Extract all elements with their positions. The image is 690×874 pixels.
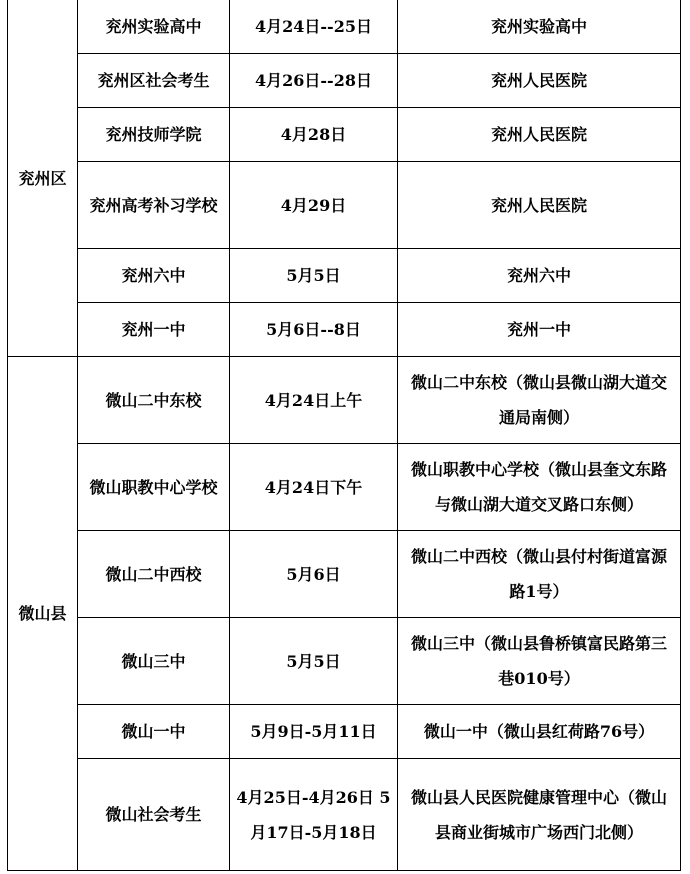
location-cell: 微山县人民医院健康管理中心（微山县商业街城市广场西门北侧） <box>398 759 681 871</box>
school-cell: 兖州一中 <box>78 303 230 357</box>
table-row <box>8 705 681 759</box>
table-row <box>8 618 681 705</box>
table-row <box>8 249 681 303</box>
school-cell: 微山社会考生 <box>78 759 230 871</box>
school-cell: 微山二中西校 <box>78 531 230 618</box>
table-row <box>8 444 681 531</box>
location-cell: 兖州人民医院 <box>398 162 681 249</box>
date-cell: 4月28日 <box>230 108 398 162</box>
date-cell: 5月9日-5月11日 <box>230 705 398 759</box>
location-cell: 微山三中（微山县鲁桥镇富民路第三巷010号） <box>398 618 681 705</box>
school-cell: 兖州实验高中 <box>78 0 230 54</box>
school-cell: 微山一中 <box>78 705 230 759</box>
date-cell: 4月26日--28日 <box>230 54 398 108</box>
table-row <box>8 0 681 54</box>
location-cell: 微山二中东校（微山县微山湖大道交通局南侧） <box>398 357 681 444</box>
location-cell: 微山二中西校（微山县付村街道富源路1号） <box>398 531 681 618</box>
date-cell: 4月25日-4月26日 5月17日-5月18日 <box>230 759 398 871</box>
table-row <box>8 303 681 357</box>
location-cell: 微山职教中心学校（微山县奎文东路与微山湖大道交叉路口东侧） <box>398 444 681 531</box>
region-cell: 微山县 <box>8 357 78 871</box>
table-row <box>8 54 681 108</box>
location-cell: 兖州人民医院 <box>398 54 681 108</box>
region-cell: 兖州区 <box>8 0 78 357</box>
school-cell: 兖州技师学院 <box>78 108 230 162</box>
date-cell: 5月6日 <box>230 531 398 618</box>
table-row <box>8 162 681 249</box>
location-cell: 兖州一中 <box>398 303 681 357</box>
table-row <box>8 357 681 444</box>
school-cell: 兖州高考补习学校 <box>78 162 230 249</box>
table-row <box>8 759 681 871</box>
date-cell: 4月24日--25日 <box>230 0 398 54</box>
school-cell: 兖州区社会考生 <box>78 54 230 108</box>
location-cell: 兖州人民医院 <box>398 108 681 162</box>
exam-schedule-table <box>7 0 681 871</box>
date-cell: 4月24日下午 <box>230 444 398 531</box>
school-cell: 微山三中 <box>78 618 230 705</box>
date-cell: 4月24日上午 <box>230 357 398 444</box>
location-cell: 兖州实验高中 <box>398 0 681 54</box>
date-cell: 4月29日 <box>230 162 398 249</box>
table-row <box>8 531 681 618</box>
date-cell: 5月5日 <box>230 249 398 303</box>
school-cell: 微山二中东校 <box>78 357 230 444</box>
location-cell: 兖州六中 <box>398 249 681 303</box>
location-cell: 微山一中（微山县红荷路76号） <box>398 705 681 759</box>
school-cell: 微山职教中心学校 <box>78 444 230 531</box>
date-cell: 5月5日 <box>230 618 398 705</box>
table-row <box>8 108 681 162</box>
date-cell: 5月6日--8日 <box>230 303 398 357</box>
school-cell: 兖州六中 <box>78 249 230 303</box>
